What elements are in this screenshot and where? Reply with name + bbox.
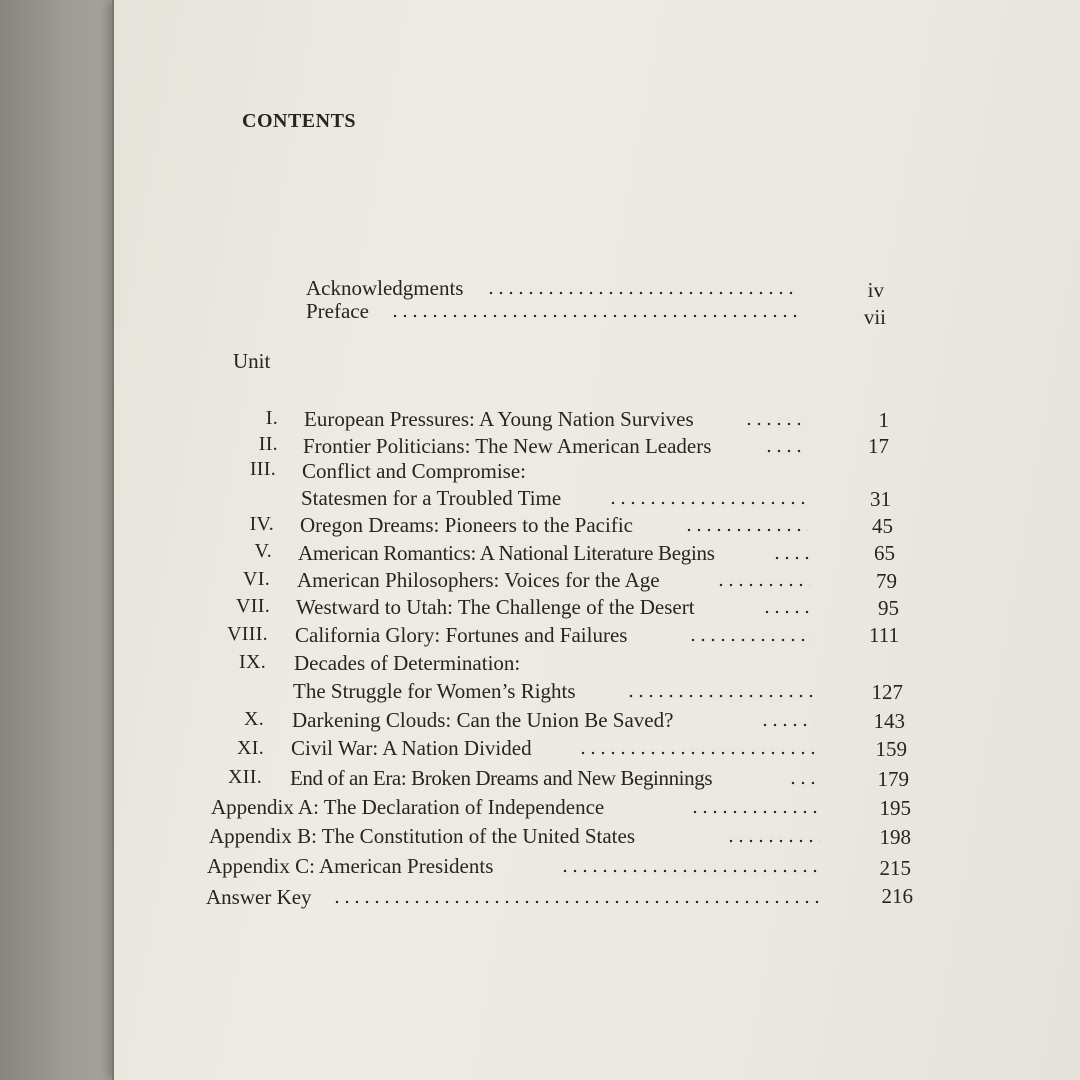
unit-title: Oregon Dreams: Pioneers to the Pacific — [300, 513, 633, 537]
toc-page-appendix-b: 198 — [879, 825, 911, 849]
dot-leader — [726, 834, 820, 848]
dot-leader — [578, 746, 816, 760]
dot-leader — [744, 417, 802, 431]
dot-leader — [688, 633, 812, 647]
toc-title-acknowledgments: Acknowledgments — [306, 276, 464, 300]
dot-leader — [772, 551, 810, 565]
page-edge — [112, 0, 114, 1080]
toc-title-appendix-b: Appendix B: The Constitution of the United States — [209, 824, 635, 848]
unit-page: 127 — [871, 680, 903, 704]
unit-numeral: I. — [265, 407, 278, 429]
dot-leader — [690, 805, 818, 819]
dot-leader — [608, 496, 806, 510]
unit-title: Frontier Politicians: The New American Leaders — [303, 434, 712, 458]
unit-numeral: II. — [258, 433, 278, 455]
dot-leader — [760, 718, 814, 732]
unit-numeral: III. — [249, 458, 276, 480]
toc-title-answer-key: Answer Key — [206, 885, 312, 909]
unit-numeral: XII. — [228, 766, 262, 788]
unit-title: Civil War: A Nation Divided — [291, 736, 532, 760]
unit-numeral: X. — [243, 708, 264, 730]
unit-label: Unit — [233, 349, 271, 373]
dot-leader — [684, 523, 808, 537]
dot-leader — [762, 605, 812, 619]
dot-leader — [486, 286, 798, 300]
dot-leader — [390, 309, 800, 323]
unit-numeral: IX. — [238, 651, 266, 673]
dot-leader — [626, 689, 814, 703]
toc-title-preface: Preface — [306, 299, 369, 323]
unit-page: 143 — [873, 709, 905, 733]
unit-page: 179 — [877, 767, 909, 791]
dot-leader — [788, 776, 818, 790]
unit-title: Decades of Determination: — [294, 651, 521, 675]
unit-page: 45 — [872, 514, 893, 538]
toc-title-appendix-c: Appendix C: American Presidents — [207, 854, 494, 878]
unit-title: European Pressures: A Young Nation Survives — [304, 407, 694, 431]
unit-page: 31 — [870, 487, 891, 511]
toc-page-appendix-a: 195 — [879, 796, 911, 820]
unit-numeral: VII. — [236, 595, 270, 617]
unit-title: Darkening Clouds: Can the Union Be Saved? — [292, 708, 674, 732]
unit-title: End of an Era: Broken Dreams and New Beginnings — [290, 766, 713, 790]
unit-numeral: VIII. — [227, 623, 268, 645]
dot-leader — [560, 864, 820, 878]
dot-leader — [764, 444, 804, 458]
unit-title: American Romantics: A National Literature Begins — [298, 541, 715, 565]
contents-heading: CONTENTS — [242, 110, 357, 132]
unit-page: 159 — [875, 737, 907, 761]
unit-subtitle: Statesmen for a Troubled Time — [301, 486, 562, 510]
unit-numeral: VI. — [242, 568, 270, 590]
unit-numeral: V. — [254, 540, 272, 562]
unit-title: American Philosophers: Voices for the Age — [297, 568, 660, 592]
toc-page-answer-key: 216 — [881, 884, 913, 908]
unit-page: 95 — [878, 596, 899, 620]
toc-title-appendix-a: Appendix A: The Declaration of Independence — [211, 795, 605, 819]
toc-page-preface: vii — [863, 305, 886, 329]
unit-title: Westward to Utah: The Challenge of the Desert — [296, 595, 695, 619]
unit-numeral: IV. — [249, 513, 274, 535]
unit-title: California Glory: Fortunes and Failures — [295, 623, 628, 647]
unit-page: 111 — [869, 623, 899, 647]
unit-numeral: XI. — [236, 737, 264, 759]
unit-page: 1 — [878, 408, 889, 432]
unit-page: 65 — [874, 541, 895, 565]
unit-title: Conflict and Compromise: — [302, 459, 526, 483]
unit-subtitle: The Struggle for Women’s Rights — [293, 679, 576, 703]
toc-page-appendix-c: 215 — [879, 856, 911, 880]
toc-page-acknowledgments: iv — [867, 278, 884, 302]
dot-leader — [716, 578, 810, 592]
unit-page: 17 — [868, 434, 889, 458]
dot-leader — [332, 895, 822, 909]
unit-page: 79 — [876, 569, 897, 593]
